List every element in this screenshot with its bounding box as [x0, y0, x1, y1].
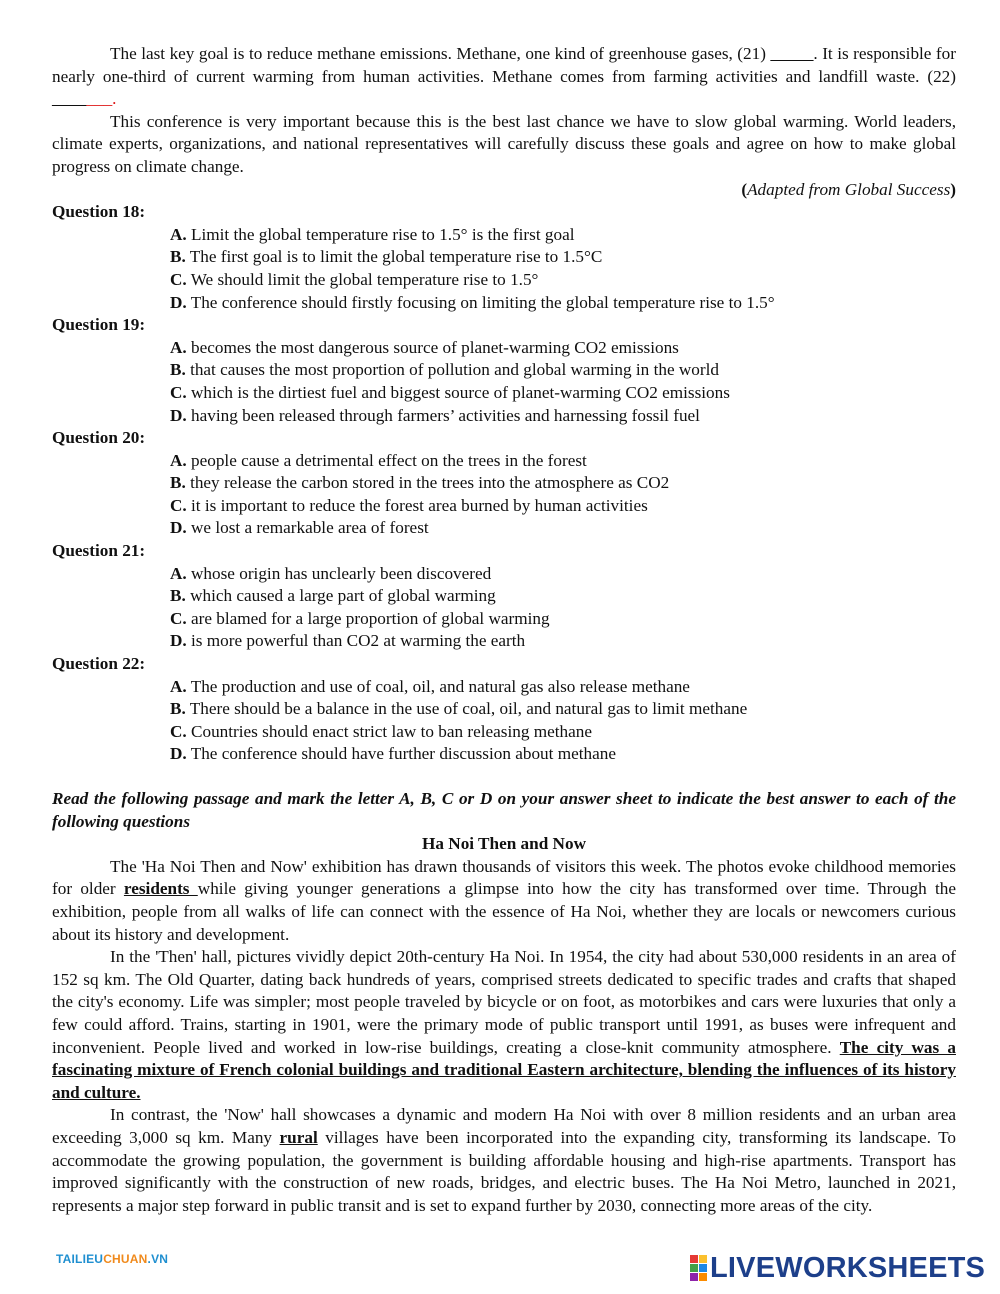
option-text: Limit the global temperature rise to 1.5° is the first goal [186, 224, 575, 244]
answer-option-b[interactable] [52, 698, 956, 721]
option-letter: A. [170, 450, 187, 470]
option-text: which is the dirtiest fuel and biggest source of planet-warming CO2 emissions [186, 382, 730, 402]
option-letter: C. [170, 382, 187, 402]
option-letter: C. [170, 269, 187, 289]
option-letter: D. [170, 744, 187, 764]
option-letter: B. [170, 699, 186, 719]
option-text: that causes the most proportion of pollution and global warming in the world [185, 360, 719, 380]
blank-21[interactable]: _____ [770, 44, 814, 63]
tailieuchuan-logo[interactable]: TAILIEUCHUAN.VN [56, 1252, 169, 1266]
question-title: Question 22: [52, 654, 146, 674]
logo-tile [690, 1255, 698, 1263]
answer-option-c[interactable] [52, 721, 956, 744]
answer-option-d[interactable] [52, 517, 956, 540]
option-letter: A. [170, 676, 187, 696]
option-text: it is important to reduce the forest area burned by human activities [186, 495, 648, 515]
option-letter: C. [170, 608, 187, 628]
source-citation: (Adapted from Global Success) [741, 179, 956, 199]
question-title: Question 18: [52, 202, 146, 222]
option-text: We should limit the global temperature rise to 1.5° [186, 269, 539, 289]
option-letter: D. [170, 292, 187, 312]
answer-option-c[interactable] [52, 608, 956, 631]
option-letter: D. [170, 405, 187, 425]
answer-option-c[interactable] [52, 382, 956, 405]
option-text: they release the carbon stored in the trees into the atmosphere as CO2 [185, 473, 670, 493]
option-letter: C. [170, 721, 187, 741]
passage-paragraph-2: In the 'Then' hall, pictures vividly depict 20th-century Ha Noi. In 1954, the city had about 530,000 residents in an area of 152 sq km. The Old Quarter, dating back hundreds of years, comprised streets dedicated to specific trades and crafts that shaped the city's economy. Life was simpler; most people traveled by bicycle or on foot, as motorbikes and cars were luxuries that only a few could afford. Trains, starting in 1901, were the primary mode of public transport until 1991, as buses were infrequent and inconvenient. People lived and worked in low-rise buildings, creating a close-knit community atmosphere. The city was a fascinating mixture of French colonial buildings and traditional Eastern architecture, blending the influences of its history and culture. [52, 947, 956, 1102]
answer-option-a[interactable] [52, 450, 956, 473]
option-text: There should be a balance in the use of coal, oil, and natural gas to limit methane [185, 699, 748, 719]
option-text: Countries should enact strict law to ban releasing methane [186, 721, 592, 741]
option-text: The conference should firstly focusing on limiting the global temperature rise to 1.5° [186, 292, 775, 312]
option-text: The first goal is to limit the global temperature rise to 1.5°C [185, 247, 603, 267]
logo-tile [699, 1273, 707, 1281]
logo-tile [699, 1264, 707, 1272]
highlighted-word-rural: rural [279, 1127, 318, 1147]
liveworksheets-wordmark: LIVEWORKSHEETS [710, 1251, 986, 1284]
logo-tile [699, 1255, 707, 1263]
answer-option-d[interactable] [52, 405, 956, 428]
option-text: we lost a remarkable area of forest [186, 518, 429, 538]
highlighted-sentence: The city was a fascinating mixture of French colonial buildings and traditional Eastern architecture, blending the influences of its history and culture. [52, 1037, 956, 1102]
option-text: becomes the most dangerous source of planet-warming CO2 emissions [186, 337, 679, 357]
liveworksheets-icon [690, 1255, 707, 1281]
answer-option-d[interactable] [52, 743, 956, 766]
answer-option-a[interactable] [52, 224, 956, 247]
passage-paragraph-3: In contrast, the 'Now' hall showcases a dynamic and modern Ha Noi with over 8 million residents and an urban area exceeding 3,000 sq km. Many rural villages have been incorporated into the expanding city, transforming its landscape. To accommodate the growing population, the government is building affordable housing and high-rise apartments. Transport has improved significantly with the construction of new roads, bridges, and electric buses. The Ha Noi Metro, launched in 2021, represents a major step forward in public transit and is set to expand further by 2030, connecting more areas of the city. [52, 1105, 956, 1215]
option-text: The conference should have further discussion about methane [186, 744, 616, 764]
passage-paragraph-conference: This conference is very important because this is the best last chance we have to slow global warming. World leaders, climate experts, organizations, and national representatives will carefully discuss these goals and agree on how to make global progress on climate change. [52, 111, 956, 176]
option-letter: D. [170, 631, 187, 651]
reading-instruction: Read the following passage and mark the letter A, B, C or D on your answer sheet to indicate the best answer to each of the following questions [52, 789, 956, 831]
option-letter: D. [170, 518, 187, 538]
option-letter: A. [170, 563, 187, 583]
option-letter: A. [170, 337, 187, 357]
answer-option-b[interactable] [52, 246, 956, 269]
question-title: Question 19: [52, 315, 146, 335]
option-text: are blamed for a large proportion of global warming [186, 608, 550, 628]
passage-paragraph-methane: The last key goal is to reduce methane emissions. Methane, one kind of greenhouse gases, (21) _____. It is responsible for nearly one-third of current warming from human activities. Methane comes from farming activities and landfill waste. (22) _______. [52, 44, 956, 109]
question-title: Question 21: [52, 541, 146, 561]
option-letter: B. [170, 360, 186, 380]
answer-option-a[interactable] [52, 676, 956, 699]
answer-option-c[interactable] [52, 269, 956, 292]
option-letter: A. [170, 224, 187, 244]
passage-title: Ha Noi Then and Now [422, 834, 586, 854]
answer-option-c[interactable] [52, 495, 956, 518]
logo-tile [690, 1264, 698, 1272]
option-text: The production and use of coal, oil, and natural gas also release methane [186, 676, 690, 696]
option-text: whose origin has unclearly been discovered [186, 563, 492, 583]
highlighted-word-residents: residents [123, 879, 198, 899]
option-text: having been released through farmers’ activities and harnessing fossil fuel [186, 405, 700, 425]
option-text: which caused a large part of global warming [185, 586, 496, 606]
passage-paragraph-1: The 'Ha Noi Then and Now' exhibition has drawn thousands of visitors this week. The photos evoke childhood memories for older residents while giving younger generations a glimpse into how the city has transformed over time. Through the exhibition, people from all walks of life can connect with the essence of Ha Noi, whether they are locals or newcomers curious about its history and development. [52, 856, 956, 944]
answer-option-b[interactable] [52, 472, 956, 495]
option-letter: B. [170, 247, 186, 267]
question-title: Question 20: [52, 428, 146, 448]
worksheet-page [52, 43, 956, 1217]
blank-22[interactable]: ____ [52, 89, 87, 109]
option-letter: B. [170, 473, 186, 493]
answer-option-b[interactable] [52, 359, 956, 382]
answer-option-a[interactable] [52, 337, 956, 360]
answer-option-d[interactable] [52, 292, 956, 315]
logo-tile [690, 1273, 698, 1281]
answer-option-a[interactable] [52, 563, 956, 586]
liveworksheets-logo[interactable] [690, 1251, 985, 1285]
answer-option-d[interactable] [52, 630, 956, 653]
option-letter: C. [170, 495, 187, 515]
option-text: is more powerful than CO2 at warming the earth [186, 631, 526, 651]
option-letter: B. [170, 586, 186, 606]
question-list [52, 201, 956, 766]
option-text: people cause a detrimental effect on the trees in the forest [186, 450, 587, 470]
answer-option-b[interactable] [52, 585, 956, 608]
